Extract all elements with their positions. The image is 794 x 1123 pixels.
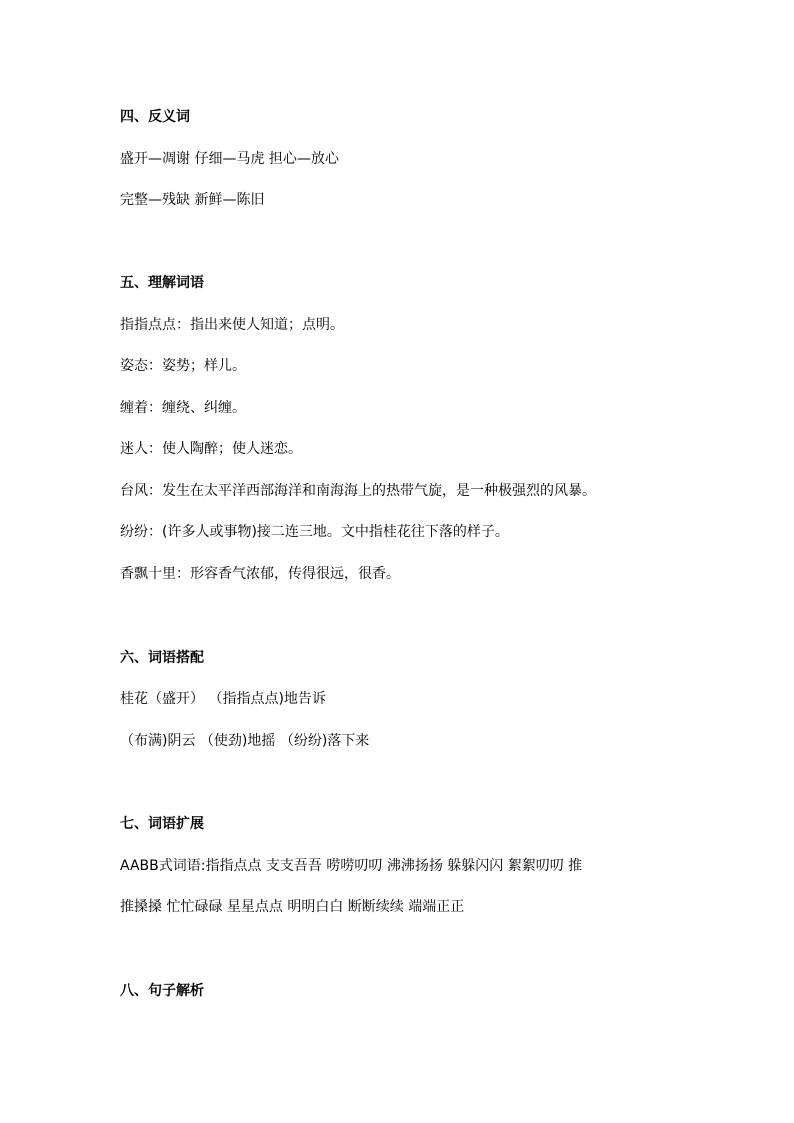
text-line: 桂花（盛开） （指指点点)地告诉 <box>120 691 326 707</box>
section-heading: 五、理解词语 <box>120 275 204 291</box>
section-heading: 六、词语搭配 <box>120 650 204 666</box>
text-line: （布满)阴云 （使劲)地摇 （纷纷)落下来 <box>120 733 370 749</box>
section-heading: 八、句子解析 <box>120 983 204 999</box>
text-line: 缠着：缠绕、纠缠。 <box>120 400 246 416</box>
text-line: 纷纷：(许多人或事物)接二连三地。文中指桂花往下落的样子。 <box>120 524 509 540</box>
text-line: 推搡搡 忙忙碌碌 星星点点 明明白白 断断续续 端端正正 <box>120 899 465 915</box>
text-line: 台风：发生在太平洋西部海洋和南海海上的热带气旋，是一种极强烈的风暴。 <box>120 483 596 499</box>
text-line: 指指点点：指出来使人知道；点明。 <box>120 317 344 333</box>
text-line: 盛开—凋谢 仔细—马虎 担心—放心 <box>120 151 339 167</box>
section-heading: 七、词语扩展 <box>120 816 204 832</box>
text-line: 香飘十里：形容香气浓郁，传得很远，很香。 <box>120 566 400 582</box>
text-line: 完整—残缺 新鲜—陈旧 <box>120 192 265 208</box>
text-line: AABB式词语:指指点点 支支吾吾 唠唠叨叨 沸沸扬扬 躲躲闪闪 絮絮叨叨 推 <box>120 858 583 874</box>
text-line: 姿态：姿势；样儿。 <box>120 358 246 374</box>
section-heading: 四、反义词 <box>120 109 190 125</box>
text-line: 迷人：使人陶醉；使人迷恋。 <box>120 441 302 457</box>
